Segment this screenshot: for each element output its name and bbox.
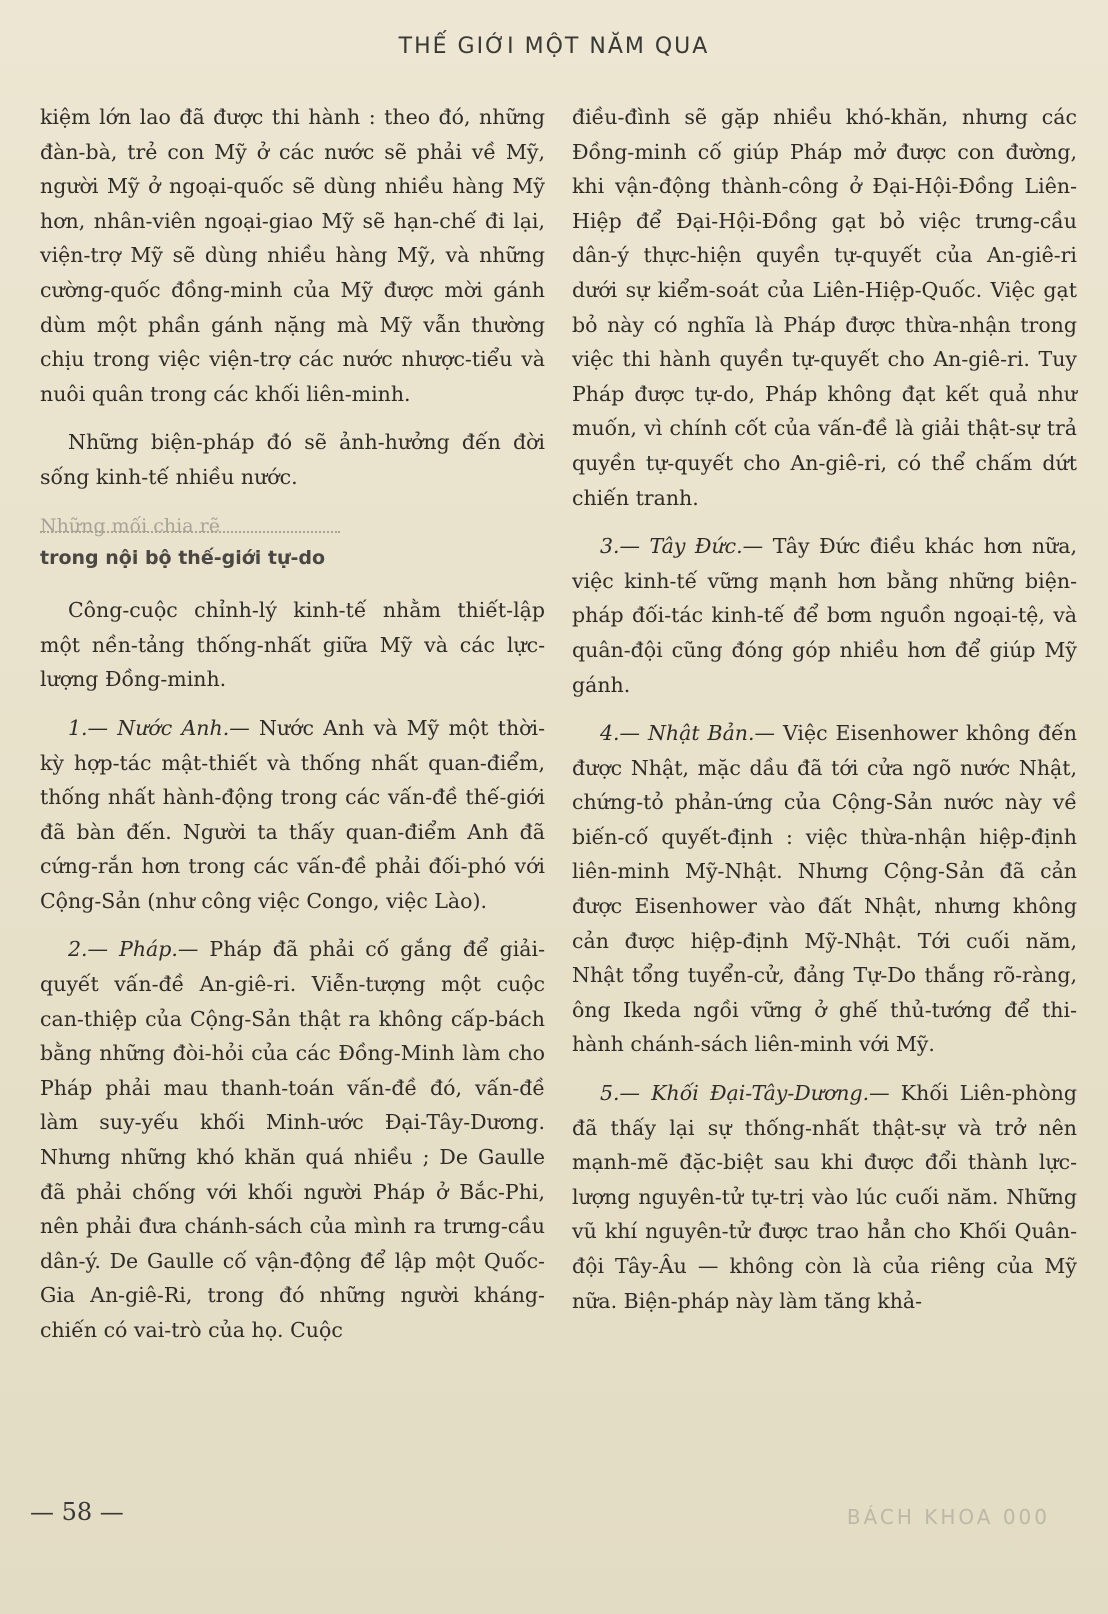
item-1-text: Nước Anh và Mỹ một thời-kỳ hợp-tác mật-thiết và thống nhất quan-điểm, thống nhất hành-động trong các vấn-đề thế-giới đã bàn đến. Người ta thấy quan-điểm Anh đã cứng-rắn hơn trong các vấn-đề phải đối-phó với Cộng-Sản (như công việc Congo, việc Lào). (40, 715, 545, 913)
right-paragraph-4 (572, 1076, 1077, 1318)
item-3-label: 3.— Tây Đức.— (600, 534, 764, 559)
footer-publication: BÁCH KHOA 000 (846, 1505, 1050, 1529)
item-4-label: 4.— Nhật Bản.— (600, 721, 776, 746)
item-2-label: 2.— Pháp.— (68, 937, 199, 962)
left-paragraph-5 (40, 932, 545, 1347)
right-paragraph-2 (572, 529, 1077, 702)
item-2-text: Pháp đã phải cố gắng để giải-quyết vấn-đề An-giê-ri. Viễn-tượng một cuộc can-thiệp của Cộng-Sản thật ra không cấp-bách bằng những đòi-hỏi của các Đồng-Minh làm cho Pháp phải mau thanh-toán vấn-đề đó, vấn-đề làm suy-yếu khối Minh-ước Đại-Tây-Dương. Nhưng những khó khăn quá nhiều ; De Gaulle đã phải chống với khối người Pháp ở Bắc-Phi, nên phải đưa chánh-sách của mình ra trưng-cầu dân-ý. De Gaulle cố vận-động để lập một Quốc-Gia An-giê-Ri, trong đó những người kháng-chiến có vai-trò của họ. Cuộc (40, 937, 545, 1342)
right-paragraph-1: điều-đình sẽ gặp nhiều khó-khăn, nhưng các Đồng-minh cố giúp Pháp mở được con đường, khi vận-động thành-công ở Đại-Hội-Đồng Liên-Hiệp để Đại-Hội-Đồng gạt bỏ việc trưng-cầu dân-ý thực-hiện quyền tự-quyết của An-giê-ri dưới sự kiểm-soát của Liên-Hiệp-Quốc. Việc gạt bỏ này có nghĩa là Pháp được thừa-nhận trong việc thi hành quyền tự-quyết cho An-giê-ri. Tuy Pháp được tự-do, Pháp không đạt kết quả như muốn, vì chính cốt của vấn-đề là giải thật-sự trả quyền tự-quyết cho An-giê-ri, có thể chấm dứt chiến tranh. (572, 105, 1077, 510)
item-5-text: Khối Liên-phòng đã thấy lại sự thống-nhất thật-sự và trở nên mạnh-mẽ đặc-biệt sau khi được đổi thành lực-lượng nguyên-tử tự-trị vào lúc cuối năm. Những vũ khí nguyên-tử được trao hẳn cho Khối Quân-đội Tây-Âu — không còn là của riêng của Mỹ nữa. Biện-pháp này làm tăng khả- (572, 1081, 1077, 1313)
item-4-text: Việc Eisenhower không đến được Nhật, mặc dầu đã tới cửa ngõ nước Nhật, chứng-tỏ phản-ứng của Cộng-Sản nước này về biến-cố quyết-định : việc thừa-nhận hiệp-định liên-minh Mỹ-Nhật. Nhưng Cộng-Sản đã cản được Eisenhower vào đất Nhật, nhưng không cản được hiệp-định Mỹ-Nhật. Tới cuối năm, Nhật tổng tuyển-cử, đảng Tự-Do thắng rõ-ràng, ông Ikeda ngồi vững ở ghế thủ-tướng để thi-hành chánh-sách liên-minh với Mỹ. (572, 721, 1077, 1057)
right-paragraph-3 (572, 716, 1077, 1062)
page-header: THẾ GIỚI MỘT NĂM QUA (398, 34, 710, 59)
item-3-text: Tây Đức điều khác hơn nữa, việc kinh-tế vững mạnh hơn bằng những biện-pháp đối-tác kinh-tế để bơm nguồn ngoại-tệ, và quân-đội cũng đóng góp nhiều hơn để giúp Mỹ gánh. (572, 534, 1077, 697)
right-column (572, 100, 1077, 1332)
item-5-label: 5.— Khối Đại-Tây-Dương.— (600, 1081, 890, 1106)
left-paragraph-3: Công-cuộc chỉnh-lý kinh-tế nhằm thiết-lập một nền-tảng thống-nhất giữa Mỹ và các lực-lượng Đồng-minh. (40, 598, 545, 692)
left-paragraph-2: Những biện-pháp đó sẽ ảnh-hưởng đến đời sống kinh-tế nhiều nước. (40, 430, 545, 489)
subheading: Những mối chia rẽ (40, 509, 340, 533)
section-heading: trong nội bộ thế-giới tự-do (40, 546, 326, 569)
page-number: — 58 — (30, 1498, 124, 1526)
left-paragraph-4 (40, 711, 545, 919)
left-column (40, 100, 545, 1362)
left-paragraph-1: kiệm lớn lao đã được thi hành : theo đó, những đàn-bà, trẻ con Mỹ ở các nước sẽ phải về Mỹ, người Mỹ ở ngoại-quốc sẽ dùng nhiều hàng Mỹ hơn, nhân-viên ngoại-giao Mỹ sẽ hạn-chế đi lại, viện-trợ Mỹ sẽ dùng nhiều hàng Mỹ, và những cường-quốc đồng-minh của Mỹ được mời gánh dùm một phần gánh nặng mà Mỹ vẫn thường chịu trong việc viện-trợ các nước nhược-tiểu và nuôi quân trong các khối liên-minh. (40, 105, 545, 406)
item-1-label: 1.— Nước Anh.— (68, 715, 250, 740)
